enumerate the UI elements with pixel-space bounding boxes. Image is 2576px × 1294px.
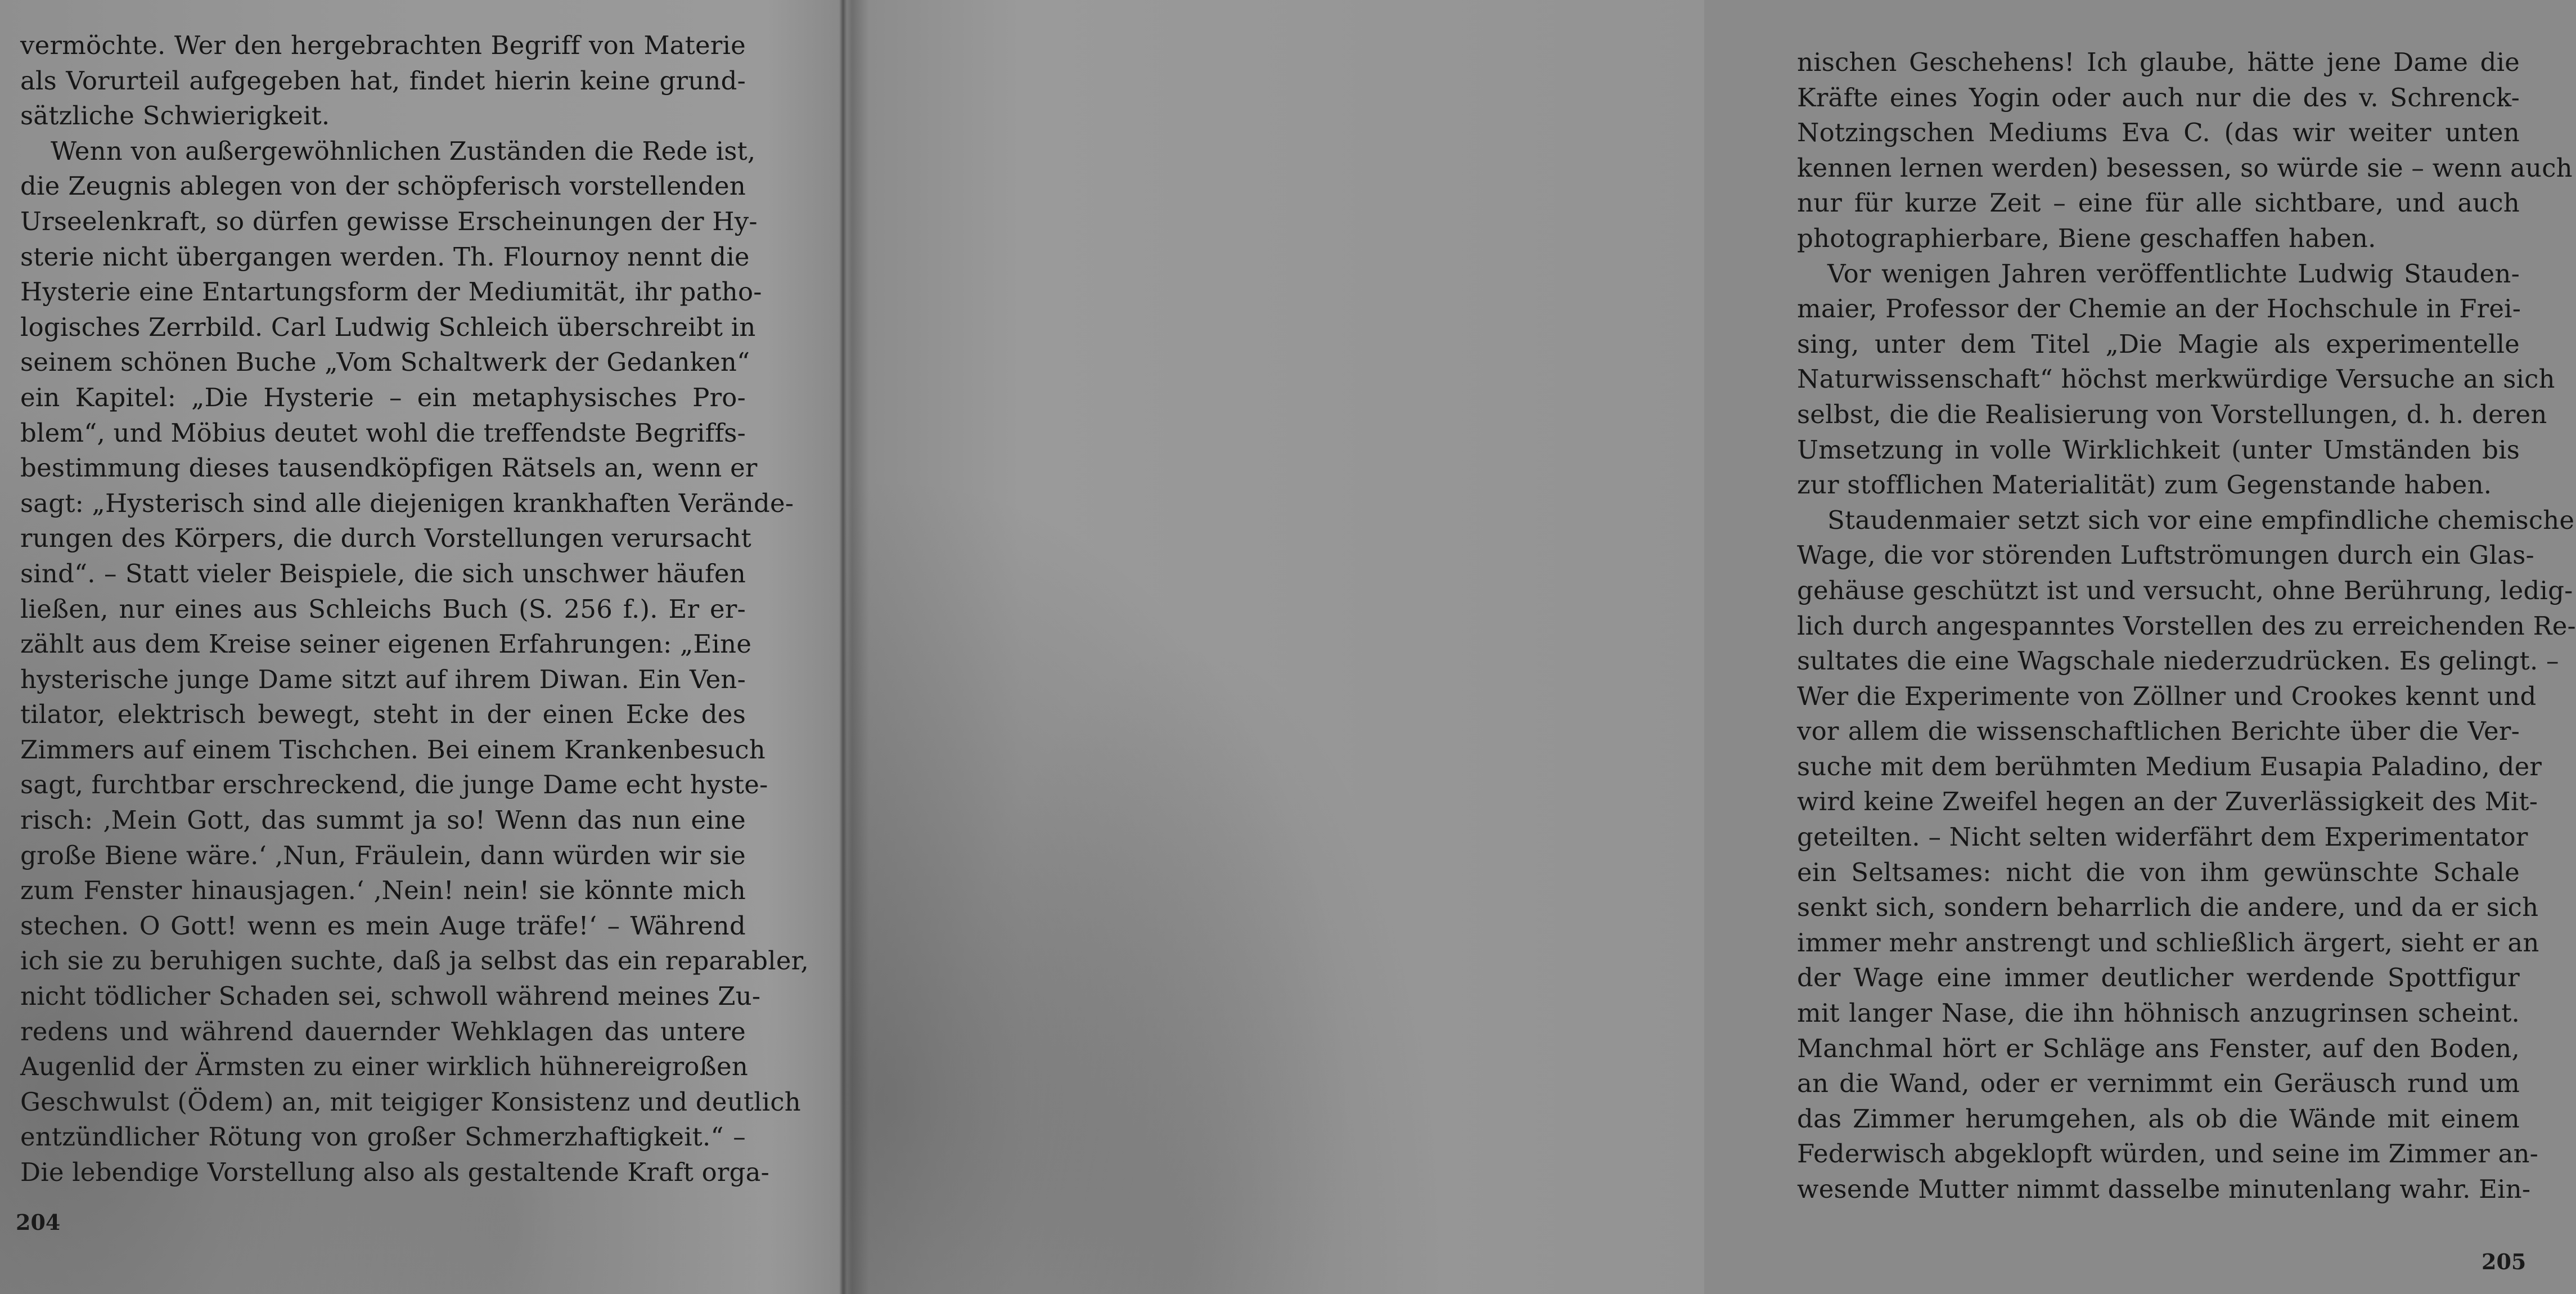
text-line: Zimmers auf einem Tischchen. Bei einem Krankenbesuch — [20, 734, 765, 765]
text-line: maier, Professor der Chemie an der Hochschule in Frei- — [1797, 294, 2521, 324]
text-line: ein Seltsames: nicht die von ihm gewünschte Schale — [1797, 857, 2520, 887]
text-line: nur für kurze Zeit – eine für alle sichtbare, und auch — [1797, 188, 2520, 218]
text-line: vermöchte. Wer den hergebrachten Begriff von Materie — [20, 30, 746, 60]
text-line: sagt, furchtbar erschreckend, die junge Dame echt hyste- — [20, 770, 768, 800]
text-line: Vor wenigen Jahren veröffentlichte Ludwig Stauden- — [1827, 258, 2520, 289]
text-line: große Biene wäre.‘ ‚Nun, Fräulein, dann würden wir sie — [20, 840, 746, 870]
text-line: sultates die eine Wagschale niederzudrücken. Es gelingt. – — [1797, 646, 2559, 676]
text-line: an die Wand, oder er vernimmt ein Geräusch rund um — [1797, 1068, 2520, 1099]
text-line: seinem schönen Buche „Vom Schaltwerk der Gedanken“ — [20, 347, 750, 378]
page-number-left: 204 — [16, 1210, 61, 1235]
text-line: zählt aus dem Kreise seiner eigenen Erfahrungen: „Eine — [20, 629, 752, 659]
text-line: Geschwulst (Ödem) an, mit teigiger Konsistenz und deutlich — [20, 1086, 801, 1117]
text-line: nischen Geschehens! Ich glaube, hätte jene Dame die — [1797, 47, 2520, 77]
text-line: Augenlid der Ärmsten zu einer wirklich hühnereigroßen — [20, 1052, 749, 1082]
text-line: risch: ‚Mein Gott, das summt ja so! Wenn das nun eine — [20, 805, 746, 835]
text-line: sing, unter dem Titel „Die Magie als experimentelle — [1797, 329, 2520, 359]
text-line: nicht tödlicher Schaden sei, schwoll während meines Zu- — [20, 981, 761, 1012]
text-line: zum Fenster hinausjagen.‘ ‚Nein! nein! sie könnte mich — [20, 875, 746, 906]
text-line: Urseelenkraft, so dürfen gewisse Erscheinungen der Hy- — [20, 206, 758, 236]
right-page-text — [1797, 45, 2576, 1207]
text-line: hysterische junge Dame sitzt auf ihrem Diwan. Ein Ven- — [20, 664, 746, 694]
text-line: suche mit dem berühmten Medium Eusapia Paladino, der — [1797, 751, 2542, 781]
text-line: sind“. – Statt vieler Beispiele, die sich unschwer häufen — [20, 558, 746, 588]
text-line: Federwisch abgeklopft würden, und seine im Zimmer an- — [1797, 1139, 2539, 1169]
text-line: das Zimmer herumgehen, als ob die Wände mit einem — [1797, 1103, 2520, 1134]
text-line: Notzingschen Mediums Eva C. (das wir weiter unten — [1797, 118, 2520, 148]
text-line: logisches Zerrbild. Carl Ludwig Schleich überschreibt in — [20, 312, 756, 342]
left-page-text — [20, 28, 809, 1190]
text-line: als Vorurteil aufgegeben hat, findet hierin keine grund- — [20, 65, 746, 96]
text-line: Wage, die vor störenden Luftströmungen durch ein Glas- — [1797, 540, 2534, 570]
text-line: redens und während dauernder Wehklagen das untere — [20, 1016, 746, 1046]
page-number-right: 205 — [2482, 1249, 2527, 1274]
text-line: Hysterie eine Entartungsform der Mediumität, ihr patho- — [20, 277, 762, 307]
text-line: geteilten. – Nicht selten widerfährt dem Experimentator — [1797, 822, 2528, 852]
text-line: sätzliche Schwierigkeit. — [20, 101, 330, 131]
text-line: Umsetzung in volle Wirklichkeit (unter Umständen bis — [1797, 434, 2520, 465]
text-line: photographierbare, Biene geschaffen haben. — [1797, 223, 2376, 253]
text-line: wesende Mutter nimmt dasselbe minutenlang wahr. Ein- — [1797, 1174, 2531, 1204]
text-line: ließen, nur eines aus Schleichs Buch (S. 256 f.). Er er- — [20, 594, 746, 624]
left-page — [0, 0, 844, 1294]
text-line: stechen. O Gott! wenn es mein Auge träfe!‘ – Während — [20, 910, 746, 941]
text-line: Wer die Experimente von Zöllner und Crookes kennt und — [1797, 681, 2537, 711]
text-line: die Zeugnis ablegen von der schöpferisch vorstellenden — [20, 171, 746, 201]
text-line: Manchmal hört er Schläge ans Fenster, auf den Boden, — [1797, 1033, 2520, 1063]
text-line: gehäuse geschützt ist und versucht, ohne Berührung, ledig- — [1797, 575, 2573, 605]
text-line: sagt: „Hysterisch sind alle diejenigen krankhaften Verände- — [20, 488, 794, 518]
text-line: Wenn von außergewöhnlichen Zuständen die Rede ist, — [51, 136, 756, 166]
text-line: der Wage eine immer deutlicher werdende Spottfigur — [1797, 963, 2520, 993]
text-line: lich durch angespanntes Vorstellen des zu erreichenden Re- — [1797, 610, 2576, 641]
text-line: rungen des Körpers, die durch Vorstellungen verursacht — [20, 523, 751, 554]
text-line: vor allem die wissenschaftlichen Berichte über die Ver- — [1797, 716, 2520, 747]
text-line: entzündlicher Rötung von großer Schmerzhaftigkeit.“ – — [20, 1122, 746, 1152]
text-line: wird keine Zweifel hegen an der Zuverlässigkeit des Mit- — [1797, 787, 2538, 817]
text-line: Die lebendige Vorstellung also als gestaltende Kraft orga- — [20, 1157, 770, 1187]
text-line: ich sie zu beruhigen suchte, daß ja selbst das ein reparabler, — [20, 946, 809, 976]
text-line: ein Kapitel: „Die Hysterie – ein metaphysisches Pro- — [20, 382, 746, 412]
text-line: bestimmung dieses tausendköpfigen Rätsels an, wenn er — [20, 453, 758, 483]
text-line: senkt sich, sondern beharrlich die andere, und da er sich — [1797, 892, 2539, 923]
text-line: Staudenmaier setzt sich vor eine empfindliche chemische — [1827, 505, 2575, 535]
text-line: Naturwissenschaft“ höchst merkwürdige Versuche an sich — [1797, 364, 2555, 394]
text-line: mit langer Nase, die ihn höhnisch anzugrinsen scheint. — [1797, 998, 2520, 1028]
text-line: immer mehr anstrengt und schließlich ärgert, sieht er an — [1797, 927, 2539, 958]
text-line: blem“, und Möbius deutet wohl die treffendste Begriffs- — [20, 417, 746, 448]
text-line: kennen lernen werden) besessen, so würde sie – wenn auch — [1797, 152, 2573, 183]
right-page — [844, 0, 2576, 1294]
text-line: zur stofflichen Materialität) zum Gegenstande haben. — [1797, 470, 2492, 500]
text-line: selbst, die die Realisierung von Vorstellungen, d. h. deren — [1797, 399, 2547, 429]
text-line: tilator, elektrisch bewegt, steht in der einen Ecke des — [20, 699, 746, 730]
text-line: Kräfte eines Yogin oder auch nur die des v. Schrenck- — [1797, 82, 2520, 113]
text-line: sterie nicht übergangen werden. Th. Flournoy nennt die — [20, 241, 750, 272]
